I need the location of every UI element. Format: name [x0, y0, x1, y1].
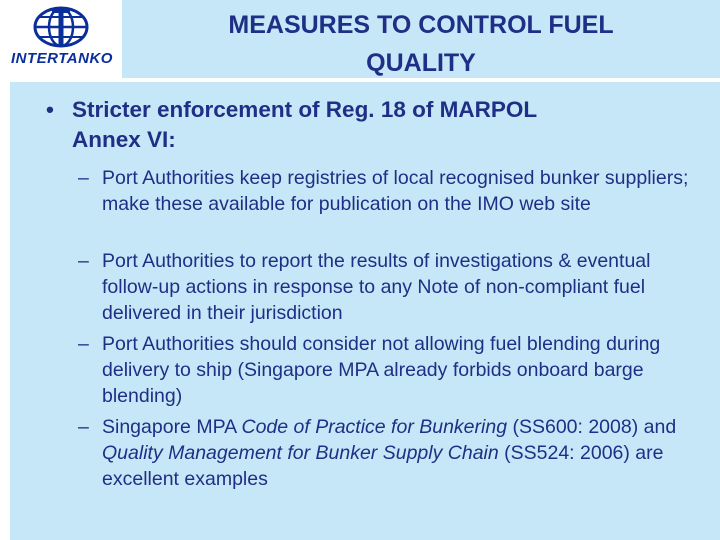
- bullet-text: [72, 95, 684, 155]
- sub-bullet-text: Port Authorities to report the results of investigations & eventual follow-up actions in response to any Note of non-compliant fuel delivered in their jurisdiction: [102, 250, 651, 324]
- text-part: Singapore MPA: [102, 416, 242, 438]
- dash-mark: –: [78, 416, 89, 438]
- slide-title: [122, 6, 720, 82]
- intertanko-logo: [0, 0, 122, 78]
- text-part: (SS524: 2006) are excellent examples: [102, 442, 664, 490]
- bullet-text-line-2: Annex VI:: [72, 127, 176, 152]
- code-of-practice-title: Code of Practice for Bunkering: [241, 416, 508, 438]
- sub-bullet-text: [102, 414, 708, 492]
- dash-mark: –: [78, 167, 89, 189]
- title-line-2: QUALITY: [366, 49, 476, 77]
- text-part: (SS600: 2008) and: [507, 416, 677, 438]
- globe-icon: [32, 6, 90, 48]
- logo-text: INTERTANKO: [11, 50, 113, 67]
- bullet-mark: •: [46, 97, 54, 122]
- dash-mark: –: [78, 250, 89, 272]
- sub-bullet-text: Port Authorities keep registries of local recognised bunker suppliers; make these available for publication on the IMO web site: [102, 167, 689, 215]
- bullet-text-line-1: Stricter enforcement of Reg. 18 of MARPOL: [72, 97, 538, 122]
- sub-bullet-text: Port Authorities should consider not allowing fuel blending during delivery to ship (Singapore MPA already forbids onboard barge blending): [102, 333, 661, 407]
- title-line-1: MEASURES TO CONTROL FUEL: [228, 11, 614, 39]
- quality-management-title: Quality Management for Bunker Supply Chain: [102, 442, 499, 464]
- dash-mark: –: [78, 333, 89, 355]
